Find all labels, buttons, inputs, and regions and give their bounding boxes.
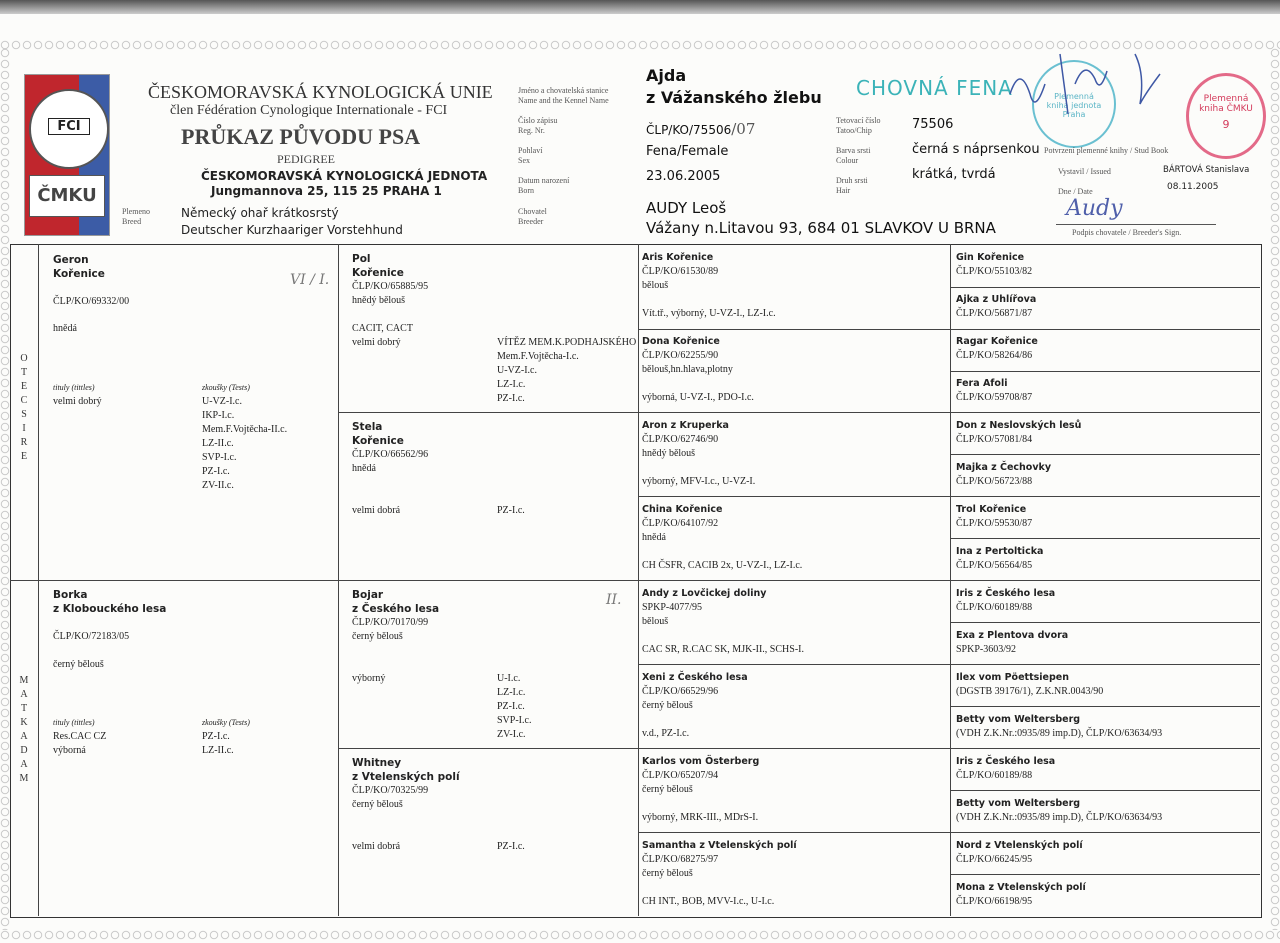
sire-kennel: Kořenice	[53, 268, 105, 280]
line-item: K	[20, 717, 28, 728]
line-item: PZ-I.c.	[202, 466, 230, 477]
gen3-info: v.d., PZ-I.c.	[642, 728, 690, 739]
line-item: PZ-I.c.	[497, 393, 525, 404]
gen4-name: Fera Afoli	[956, 378, 1008, 389]
gen4-name: Exa z Plentova dvora	[956, 630, 1069, 641]
gen3-colour: hnědá	[642, 532, 666, 543]
gen4-name: Majka z Čechovky	[956, 462, 1052, 473]
gen2-reg: ČLP/KO/65885/95	[352, 281, 429, 292]
gen4-name: Betty vom Weltersberg	[956, 714, 1081, 725]
gen2-reg: ČLP/KO/70170/99	[352, 617, 429, 628]
document-title: PRŮKAZ PŮVODU PSA	[181, 124, 421, 149]
gen2-colour: černý bělouš	[352, 799, 403, 810]
ornamental-border-bottom	[0, 930, 1280, 940]
issuer-name: BÁRTOVÁ Stanislava	[1163, 165, 1250, 175]
line-item: Mem.F.Vojtěcha-I.c.	[497, 351, 579, 362]
teal-round-stamp: Plemenná kniha jednota Praha	[1032, 60, 1116, 148]
gen4-reg: ČLP/KO/56564/85	[956, 560, 1033, 571]
breeder-name: AUDY Leoš	[646, 199, 727, 217]
gen3-name: Dona Kořenice	[642, 336, 720, 347]
gen3-name: Andy z Lovčickej doliny	[642, 588, 767, 599]
gen3-reg: ČLP/KO/62746/90	[642, 434, 719, 445]
dam-kennel: z Klobouckého lesa	[53, 603, 167, 615]
line-item: U-VZ-I.c.	[202, 396, 242, 407]
gen4-reg: ČLP/KO/60189/88	[956, 602, 1033, 613]
label-breeder: Chovatel Breeder	[518, 207, 547, 226]
gen2-reg: ČLP/KO/66562/96	[352, 449, 429, 460]
gen3-info: CH INT., BOB, MVV-I.c., U-I.c.	[642, 896, 775, 907]
org-name: ČESKOMORAVSKÁ KYNOLOGICKÁ UNIE	[148, 82, 493, 102]
line-item: LZ-II.c.	[202, 438, 234, 449]
line-item: D	[20, 745, 28, 756]
gen2-tests	[497, 504, 525, 518]
document-subtitle: PEDIGREE	[277, 152, 335, 166]
gen4-reg: ČLP/KO/60189/88	[956, 770, 1033, 781]
line-item: LZ-II.c.	[202, 745, 234, 756]
line-item: ZV-II.c.	[202, 480, 234, 491]
gen4-name: Don z Neslovských lesů	[956, 420, 1082, 431]
line-item: U-VZ-I.c.	[497, 365, 537, 376]
sire-reg: ČLP/KO/69332/00	[53, 296, 130, 307]
ornamental-border-left	[0, 48, 10, 930]
dog-sex: Fena/Female	[646, 144, 729, 159]
gen2-kennel: z Vtelenských polí	[352, 771, 460, 783]
line-item: O	[20, 353, 28, 364]
line-item: T	[20, 703, 28, 714]
gen3-colour: bělouš	[642, 616, 669, 627]
gen3-colour: bělouš,hn.hlava,plotny	[642, 364, 733, 375]
line-item: LZ-I.c.	[497, 379, 526, 390]
line-item: SVP-I.c.	[202, 452, 237, 463]
club-name: ČESKOMORAVSKÁ KYNOLOGICKÁ JEDNOTA	[201, 169, 488, 183]
gen2-handwritten-mark: II.	[606, 592, 622, 608]
dog-reg-no: ČLP/KO/75506/07	[646, 120, 756, 138]
gen3-colour: černý bělouš	[642, 700, 693, 711]
gen2-name: Pol	[352, 253, 371, 265]
sire-name: Geron	[53, 254, 89, 266]
cmku-emblem: ČMKU	[29, 175, 105, 217]
gen3-reg: ČLP/KO/66529/96	[642, 686, 719, 697]
gen2-grade: velmi dobrá	[352, 505, 401, 516]
dog-name: Ajda	[646, 66, 687, 85]
side-label-sire	[16, 352, 32, 464]
line-item: výborná	[53, 745, 86, 756]
issue-date: 08.11.2005	[1167, 182, 1219, 192]
line-item: U-I.c.	[497, 673, 521, 684]
gen3-info: výborný, MRK-III., MDrS-I.	[642, 812, 759, 823]
gen3-reg: ČLP/KO/65207/94	[642, 770, 719, 781]
gen4-name: Iris z Českého lesa	[956, 756, 1056, 767]
gen2-tests	[497, 336, 636, 406]
fci-emblem: FCI	[29, 89, 109, 169]
sire-colour: hnědá	[53, 323, 77, 334]
gen4-name: Ajka z Uhlířova	[956, 294, 1037, 305]
gen2-kennel: Kořenice	[352, 267, 404, 279]
breeder-address: Vážany n.Litavou 93, 684 01 SLAVKOV U BRNA	[646, 219, 996, 237]
line-item: PZ-I.c.	[202, 731, 230, 742]
gen2-colour: hnědá	[352, 463, 376, 474]
gen2-colour: hnědý bělouš	[352, 295, 406, 306]
dam-titles-label: tituly (tittles)	[53, 718, 95, 727]
signature-line	[1056, 224, 1216, 225]
gen4-name: Nord z Vtelenských polí	[956, 840, 1083, 851]
line-item: T	[20, 367, 28, 378]
gen4-reg: ČLP/KO/66245/95	[956, 854, 1033, 865]
breed-cs: Německý ohař krátkosrstý	[181, 206, 339, 220]
line-item: A	[20, 731, 28, 742]
gen2-tests	[497, 840, 525, 854]
line-item: R	[20, 437, 28, 448]
label-reg-no: Číslo zápisu Reg. Nr.	[518, 116, 558, 135]
gen3-reg: ČLP/KO/62255/90	[642, 350, 719, 361]
gen3-name: Karlos vom Österberg	[642, 756, 760, 767]
dam-titles	[53, 730, 106, 758]
dam-colour: černý bělouš	[53, 659, 104, 670]
sire-tests-label: zkoušky (Tests)	[202, 383, 250, 392]
label-born: Datum narození Born	[518, 176, 570, 195]
gen4-name: Gin Kořenice	[956, 252, 1025, 263]
gen4-reg: (VDH Z.K.Nr.:0935/89 imp.D), ČLP/KO/63634/93	[956, 728, 1163, 739]
sire-tests	[202, 395, 287, 493]
label-studbook: Potvrzení plemenné knihy / Stud Book	[1044, 146, 1169, 155]
line-item: E	[20, 381, 28, 392]
gen4-reg: ČLP/KO/59708/87	[956, 392, 1033, 403]
dam-name: Borka	[53, 589, 88, 601]
gen3-name: Samantha z Vtelenských polí	[642, 840, 797, 851]
line-item: A	[20, 689, 28, 700]
gen4-reg: (DGSTB 39176/1), Z.K.NR.0043/90	[956, 686, 1104, 697]
gen3-colour: bělouš	[642, 280, 669, 291]
gen4-name: Ragar Kořenice	[956, 336, 1038, 347]
ornamental-border-right	[1270, 48, 1280, 930]
label-sex: Pohlaví Sex	[518, 146, 543, 165]
gen3-reg: SPKP-4077/95	[642, 602, 703, 613]
sire-handwritten-mark: VI / I.	[290, 272, 330, 288]
gen2-kennel: Kořenice	[352, 435, 404, 447]
gen3-name: China Kořenice	[642, 504, 723, 515]
line-item: PZ-I.c.	[497, 505, 525, 516]
gen2-titles: CACIT, CACT	[352, 323, 413, 334]
gen2-kennel: z Českého lesa	[352, 603, 440, 615]
gen2-reg: ČLP/KO/70325/99	[352, 785, 429, 796]
label-colour: Barva srsti Colour	[836, 146, 871, 165]
line-item: C	[20, 395, 28, 406]
club-address: Jungmannova 25, 115 25 PRAHA 1	[211, 184, 442, 198]
breed-label: Plemeno Breed	[122, 207, 150, 226]
line-item: S	[21, 409, 27, 420]
label-tattoo: Tetovací číslo Tatoo/Chip	[836, 116, 881, 135]
gen4-reg: ČLP/KO/57081/84	[956, 434, 1033, 445]
gen4-reg: (VDH Z.K.Nr.:0935/89 imp.D), ČLP/KO/63634/93	[956, 812, 1163, 823]
sire-titles	[53, 395, 102, 409]
scan-edge	[0, 0, 1280, 14]
label-name-kennel: Jméno a chovatelská stanice Name and the Kennel Name	[518, 86, 609, 105]
gen3-name: Aron z Kruperka	[642, 420, 729, 431]
dog-born: 23.06.2005	[646, 169, 721, 184]
gen4-reg: ČLP/KO/59530/87	[956, 518, 1033, 529]
gen4-name: Betty vom Weltersberg	[956, 798, 1081, 809]
gen2-tests	[497, 672, 531, 742]
gen2-colour: černý bělouš	[352, 631, 403, 642]
gen3-colour: černý bělouš	[642, 868, 693, 879]
line-item: M	[19, 773, 29, 784]
gen3-info: výborný, MFV-I.c., U-VZ-I.	[642, 476, 756, 487]
gen3-reg: ČLP/KO/64107/92	[642, 518, 719, 529]
gen3-info: CAC SR, R.CAC SK, MJK-II., SCHS-I.	[642, 644, 804, 655]
dog-tattoo: 75506	[912, 117, 954, 132]
gen4-name: Ilex vom Pöettsiepen	[956, 672, 1069, 683]
gen4-reg: ČLP/KO/56871/87	[956, 308, 1033, 319]
gen2-name: Whitney	[352, 757, 402, 769]
dam-reg: ČLP/KO/72183/05	[53, 631, 130, 642]
gen2-name: Stela	[352, 421, 383, 433]
gen3-info: Vít.tř., výborný, U-VZ-I., LZ-I.c.	[642, 308, 776, 319]
gen2-grade: výborný	[352, 673, 386, 684]
gen4-reg: ČLP/KO/55103/82	[956, 266, 1033, 277]
dam-tests	[202, 730, 234, 758]
gen3-name: Aris Kořenice	[642, 252, 714, 263]
gen4-reg: ČLP/KO/58264/86	[956, 350, 1033, 361]
line-item: E	[20, 451, 28, 462]
gen3-colour: černý bělouš	[642, 784, 693, 795]
gen2-grade: velmi dobrý	[352, 337, 401, 348]
dog-hair: krátká, tvrdá	[912, 167, 996, 182]
gen4-name: Iris z Českého lesa	[956, 588, 1056, 599]
line-item: IKP-I.c.	[202, 410, 235, 421]
label-hair: Druh srsti Hair	[836, 176, 868, 195]
gen4-reg: SPKP-3603/92	[956, 644, 1017, 655]
gen3-reg: ČLP/KO/61530/89	[642, 266, 719, 277]
breeder-signature: Audy	[1066, 196, 1123, 221]
dam-tests-label: zkoušky (Tests)	[202, 718, 250, 727]
sire-titles-label: tituly (tittles)	[53, 383, 95, 392]
line-item: PZ-I.c.	[497, 701, 525, 712]
label-date: Dne / Date	[1058, 187, 1093, 196]
line-item: LZ-I.c.	[497, 687, 526, 698]
gen4-reg: ČLP/KO/56723/88	[956, 476, 1033, 487]
line-item: M	[19, 675, 29, 686]
breed-de: Deutscher Kurzhaariger Vorstehhund	[181, 223, 403, 237]
gen3-info: CH ČSFR, CACIB 2x, U-VZ-I., LZ-I.c.	[642, 560, 803, 571]
gen3-info: výborná, U-VZ-I., PDO-I.c.	[642, 392, 754, 403]
fci-member-line: člen Fédération Cynologique Internationale - FCI	[170, 103, 448, 118]
gen4-name: Ina z Pertolticka	[956, 546, 1044, 557]
gen3-name: Xeni z Českého lesa	[642, 672, 748, 683]
side-label-dam	[16, 674, 32, 786]
gen4-name: Trol Kořenice	[956, 504, 1027, 515]
fci-cmku-logo	[24, 74, 110, 236]
line-item: velmi dobrý	[53, 396, 102, 407]
gen2-name: Bojar	[352, 589, 384, 601]
line-item: I	[22, 423, 26, 434]
line-item: ZV-I.c.	[497, 729, 526, 740]
dog-kennel: z Vážanského žlebu	[646, 88, 822, 107]
line-item: Res.CAC CZ	[53, 731, 107, 742]
line-item: A	[20, 759, 28, 770]
label-breeder-sign: Podpis chovatele / Breeder's Sign.	[1072, 228, 1182, 237]
gen3-colour: hnědý bělouš	[642, 448, 696, 459]
gen3-reg: ČLP/KO/68275/97	[642, 854, 719, 865]
gen4-name: Mona z Vtelenských polí	[956, 882, 1086, 893]
dog-colour: černá s náprsenkou	[912, 142, 1040, 157]
studbook-stamp: Plemenná kniha ČMKU 9	[1186, 73, 1266, 159]
gen2-grade: velmi dobrá	[352, 841, 401, 852]
label-issued: Vystavil / Issued	[1058, 167, 1111, 176]
line-item: Mem.F.Vojtěcha-II.c.	[202, 424, 288, 435]
line-item: SVP-I.c.	[497, 715, 532, 726]
line-item: PZ-I.c.	[497, 841, 525, 852]
breeding-status-stamp: CHOVNÁ FENA	[856, 76, 1013, 100]
line-item: VÍTĚZ MEM.K.PODHAJSKÉHO	[497, 337, 637, 348]
gen4-reg: ČLP/KO/66198/95	[956, 896, 1033, 907]
signature-scribbles	[1000, 44, 1180, 124]
